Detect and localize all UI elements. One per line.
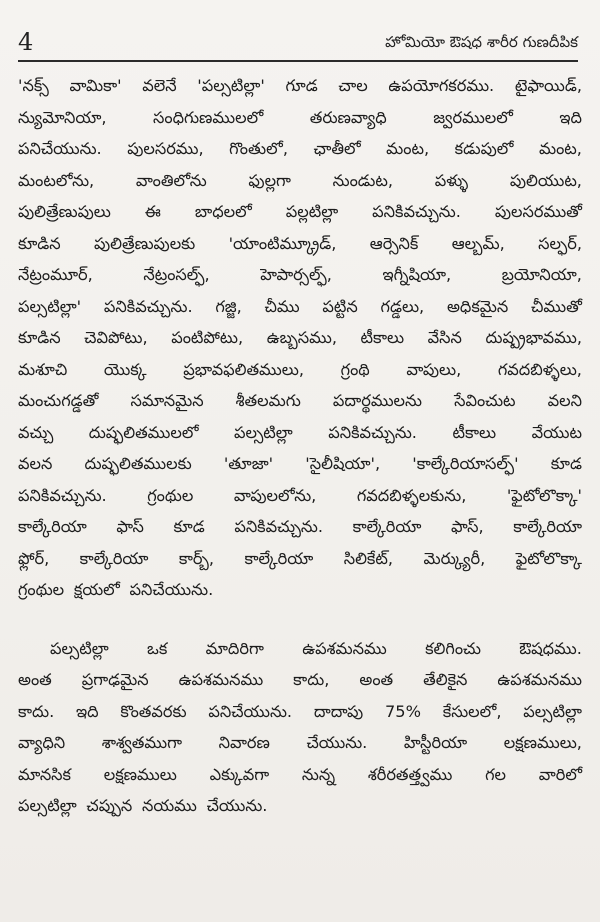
paragraph-1	[18, 70, 582, 606]
text-line: న్యుమోనియా, సంధిగుణములలో తరుణవ్యాధి జ్వరములలో ఇది	[18, 107, 582, 127]
running-title: హోమియో ఔషధ శారీర గుణదీపిక	[385, 33, 578, 51]
text-line: కూడిన చెవిపోటు, పంటిపోటు, ఉబ్బసము, టీకాలు వేసిన దుష్ప్రభావము,	[18, 328, 582, 347]
text-line: వచ్చు దుష్ఫలితములలో పల్సటిల్లా పనికివచ్చును. టీకాలు వేయుట	[18, 422, 582, 442]
page-header	[18, 26, 578, 62]
text-line: గ్రంథుల క్షయలో పనిచేయును.	[18, 580, 214, 599]
text-line: పల్సటిల్లా' పనికివచ్చును. గజ్జి, చీము పట్టిన గడ్డలు, అధికమైన చీముతో	[18, 296, 582, 316]
text-line: పల్సటిల్లా ఒక మాదిరిగా ఉపశమనము కలిగించు ఔషధము.	[50, 638, 582, 658]
page-number: 4	[18, 28, 34, 56]
text-line: 'నక్స్ వామికా' వలెనే 'పల్సటిల్లా' గూడ చాల ఉపయోగకరము. టైఫాయిడ్,	[18, 76, 582, 95]
text-line: పల్సటిల్లా చప్పున నయము చేయును.	[18, 796, 268, 815]
text-line: మంచుగడ్డతో సమానమైన శీతలమగు పదార్థములను సేవించుట వలని	[18, 391, 582, 410]
text-line: ఫ్లోర్, కాల్కేరియా కార్బ్, కాల్కేరియా సిలికేట్, మెర్క్యురీ, ఫైటోలొక్కా	[18, 548, 582, 568]
text-line: కూడిన పులిత్రేణుపులకు 'యాంటిమ్క్రూడ్, ఆర్సెనిక్ ఆల్బమ్, సల్ఫర్,	[18, 233, 582, 253]
text-line: పనికివచ్చును. గ్రంథుల వాపులలోను, గవదబిళ్ళలకును, 'ఫైటోలొక్కా'	[18, 485, 582, 505]
text-line: అంత ప్రగాఢమైన ఉపశమనము కాదు, అంత తేలికైన ఉపశమనము	[18, 670, 582, 689]
body-text	[18, 70, 582, 822]
text-line: కాదు. ఇది కొంతవరకు పనిచేయును. దాదాపు 75% కేసులలో, పల్సటిల్లా	[18, 701, 582, 721]
text-line: పులిత్రేణుపులు ఈ బాధలలో పల్లటిల్లా పనికివచ్చును. పులసరముతో	[18, 202, 582, 221]
paragraph-2	[18, 633, 582, 822]
paragraph-gap	[18, 606, 582, 633]
text-line: మానసిక లక్షణములు ఎక్కువగా నున్న శరీరతత్త్వము గల వారిలో	[18, 764, 582, 784]
text-line: కాల్కేరియా ఫాస్ కూడ పనికివచ్చును. కాల్కేరియా ఫాస్, కాల్కేరియా	[18, 517, 582, 536]
text-line: నేట్రంమూర్, నేట్రంసల్ఫ్, హెపార్సల్ఫ్, ఇగ్నీషియా, బ్రయోనియా,	[18, 265, 582, 284]
text-line: వలన దుష్ఫలితములకు 'తూజా' 'సైలీషియా', 'కాల్కేరియాసల్ఫ్' కూడ	[18, 454, 582, 473]
text-line: వ్యాధిని శాశ్వతముగా నివారణ చేయును. హిస్టీరియా లక్షణములు,	[18, 733, 582, 752]
text-line: మంటలోను, వాంతిలోను ఫుల్లగా నుండుట, పళ్ళు పులియుట,	[18, 170, 582, 190]
text-line: మశూచి యొక్క ప్రభావఫలితములు, గ్రంథి వాపులు, గవదబిళ్ళలు,	[18, 359, 582, 379]
text-line: పనిచేయును. పులసరము, గొంతులో, ఛాతీలో మంట, కడుపులో మంట,	[18, 139, 582, 158]
